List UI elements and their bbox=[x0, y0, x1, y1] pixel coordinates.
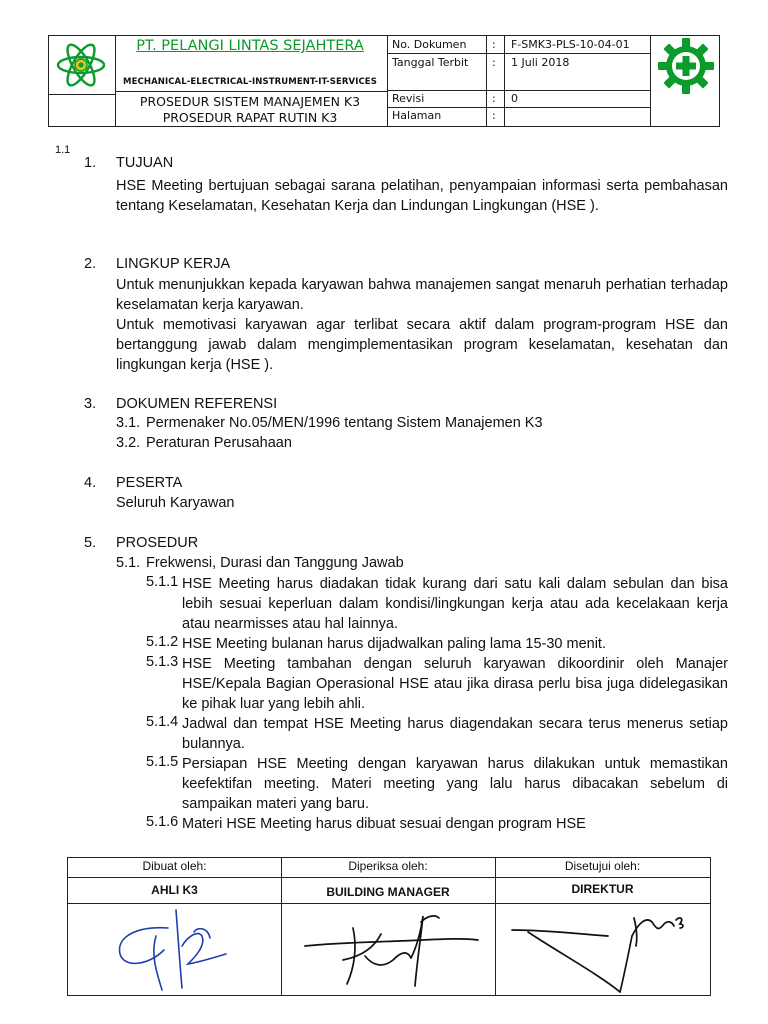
signature-direktur bbox=[508, 906, 703, 994]
subitem-number: 5.1.1 bbox=[146, 574, 179, 590]
signature-building-manager bbox=[303, 906, 483, 994]
section-title-tujuan: TUJUAN bbox=[116, 155, 174, 171]
company-logo bbox=[49, 36, 113, 94]
signature-ahli-k3 bbox=[98, 906, 268, 994]
meta-sep: : bbox=[492, 38, 496, 51]
signature-table bbox=[67, 857, 711, 996]
company-name: PT. PELANGI LINTAS SEJAHTERA bbox=[136, 38, 364, 54]
subitem-number: 5.1.5 bbox=[146, 754, 179, 770]
section-paragraph: Untuk menunjukkan kepada karyawan bahwa manajemen sangat menaruh perhatian terhadap keselamatan kerja karyawan. Untuk memotivasi karyawan agar terlibat secara aktif dalam program-program HSE dan bertanggung jawab dalam mengimplementasikan program keselamatan, kesehatan dan lingkungan kerja (HSE ). bbox=[116, 277, 728, 373]
meta-value-revision: 0 bbox=[511, 92, 518, 105]
subitem-text: Jadwal dan tempat HSE Meeting harus diagendakan secara terus menerus setiap bulannya. bbox=[182, 716, 728, 752]
page-number: 1.1 bbox=[55, 144, 71, 156]
signature-role-direktur: DIREKTUR bbox=[571, 882, 634, 896]
procedure-title bbox=[115, 94, 385, 126]
procedure-title-line2: PROSEDUR RAPAT RUTIN K3 bbox=[162, 110, 338, 125]
meta-label-page: Halaman bbox=[392, 109, 442, 122]
subitem-text: HSE Meeting tambahan dengan seluruh karyawan dikoordinir oleh Manajer HSE/Kepala Bagian Operasional HSE atau jika dirasa perlu bisa juga didelegasikan ke pihak luar yang lebih ahli. bbox=[182, 656, 728, 712]
section-title-prosedur: PROSEDUR bbox=[116, 535, 199, 551]
signature-role-ahli-k3: AHLI K3 bbox=[151, 883, 198, 897]
section-number: 5. bbox=[84, 535, 97, 551]
section-title-peserta: PESERTA bbox=[116, 475, 183, 491]
document-header bbox=[48, 35, 720, 127]
list-item-text: Peraturan Perusahaan bbox=[146, 435, 292, 451]
safety-gear-cross-icon bbox=[657, 37, 715, 95]
section-paragraph: HSE Meeting bertujuan sebagai sarana pelatihan, penyampaian informasi serta pembahasan tentang Keselamatan, Kesehatan Kerja dan Lindungan Lingkungan (HSE ). bbox=[116, 178, 728, 214]
list-item-number: 3.2. bbox=[116, 435, 141, 451]
company-subtitle: MECHANICAL-ELECTRICAL-INSTRUMENT-IT-SERVICES bbox=[123, 77, 377, 87]
meta-label-issue-date: Tanggal Terbit bbox=[392, 56, 469, 69]
meta-label-revision: Revisi bbox=[392, 92, 425, 105]
subitem-text: Persiapan HSE Meeting dengan karyawan harus dilakukan untuk memastikan keefektifan meeting. Materi meeting yang lalu harus dibacakan sebelum di sampaikan materi yang baru. bbox=[182, 756, 728, 812]
section-number: 3. bbox=[84, 396, 97, 412]
meta-label-doc-no: No. Dokumen bbox=[392, 38, 467, 51]
subheading-text: Frekwensi, Durasi dan Tanggung Jawab bbox=[146, 555, 404, 571]
list-item-text: Permenaker No.05/MEN/1996 tentang Sistem Manajemen K3 bbox=[146, 415, 543, 431]
subitem-text: HSE Meeting bulanan harus dijadwalkan paling lama 15-30 menit. bbox=[182, 636, 606, 652]
signature-header-prepared: Dibuat oleh: bbox=[142, 859, 207, 873]
subitem-number: 5.1.3 bbox=[146, 654, 179, 670]
section-number: 2. bbox=[84, 256, 97, 272]
meta-sep: : bbox=[492, 56, 496, 69]
section-number: 4. bbox=[84, 475, 97, 491]
meta-sep: : bbox=[492, 92, 496, 105]
subitem-text: Materi HSE Meeting harus dibuat sesuai dengan program HSE bbox=[182, 816, 586, 832]
k3-logo bbox=[651, 36, 721, 96]
subitem-text: HSE Meeting harus diadakan tidak kurang dari satu kali dalam sebulan dan bisa lebih sesuai keperluan dalam kondisi/lingkungan kerja atau ada kecelakaan kerja atau nearmisses atau hal lainnya. bbox=[182, 576, 728, 632]
section-paragraph: Seluruh Karyawan bbox=[116, 495, 235, 511]
atom-icon bbox=[55, 41, 107, 89]
meta-value-issue-date: 1 Juli 2018 bbox=[511, 56, 570, 69]
procedure-title-line1: PROSEDUR SISTEM MANAJEMEN K3 bbox=[139, 94, 361, 109]
section-title-lingkup-kerja: LINGKUP KERJA bbox=[116, 256, 231, 272]
signature-header-checked: Diperiksa oleh: bbox=[348, 859, 428, 873]
meta-sep: : bbox=[492, 109, 496, 122]
subitem-number: 5.1.2 bbox=[146, 634, 179, 650]
signature-role-building-manager: BUILDING MANAGER bbox=[326, 885, 450, 899]
subitem-number: 5.1.6 bbox=[146, 814, 179, 830]
section-title-dokumen-referensi: DOKUMEN REFERENSI bbox=[116, 396, 278, 412]
subitem-number: 5.1.4 bbox=[146, 714, 179, 730]
meta-value-doc-no: F-SMK3-PLS-10-04-01 bbox=[511, 38, 630, 51]
subheading-number: 5.1. bbox=[116, 555, 141, 571]
list-item-number: 3.1. bbox=[116, 415, 141, 431]
section-number: 1. bbox=[84, 155, 97, 171]
signature-header-approved: Disetujui oleh: bbox=[564, 859, 641, 873]
